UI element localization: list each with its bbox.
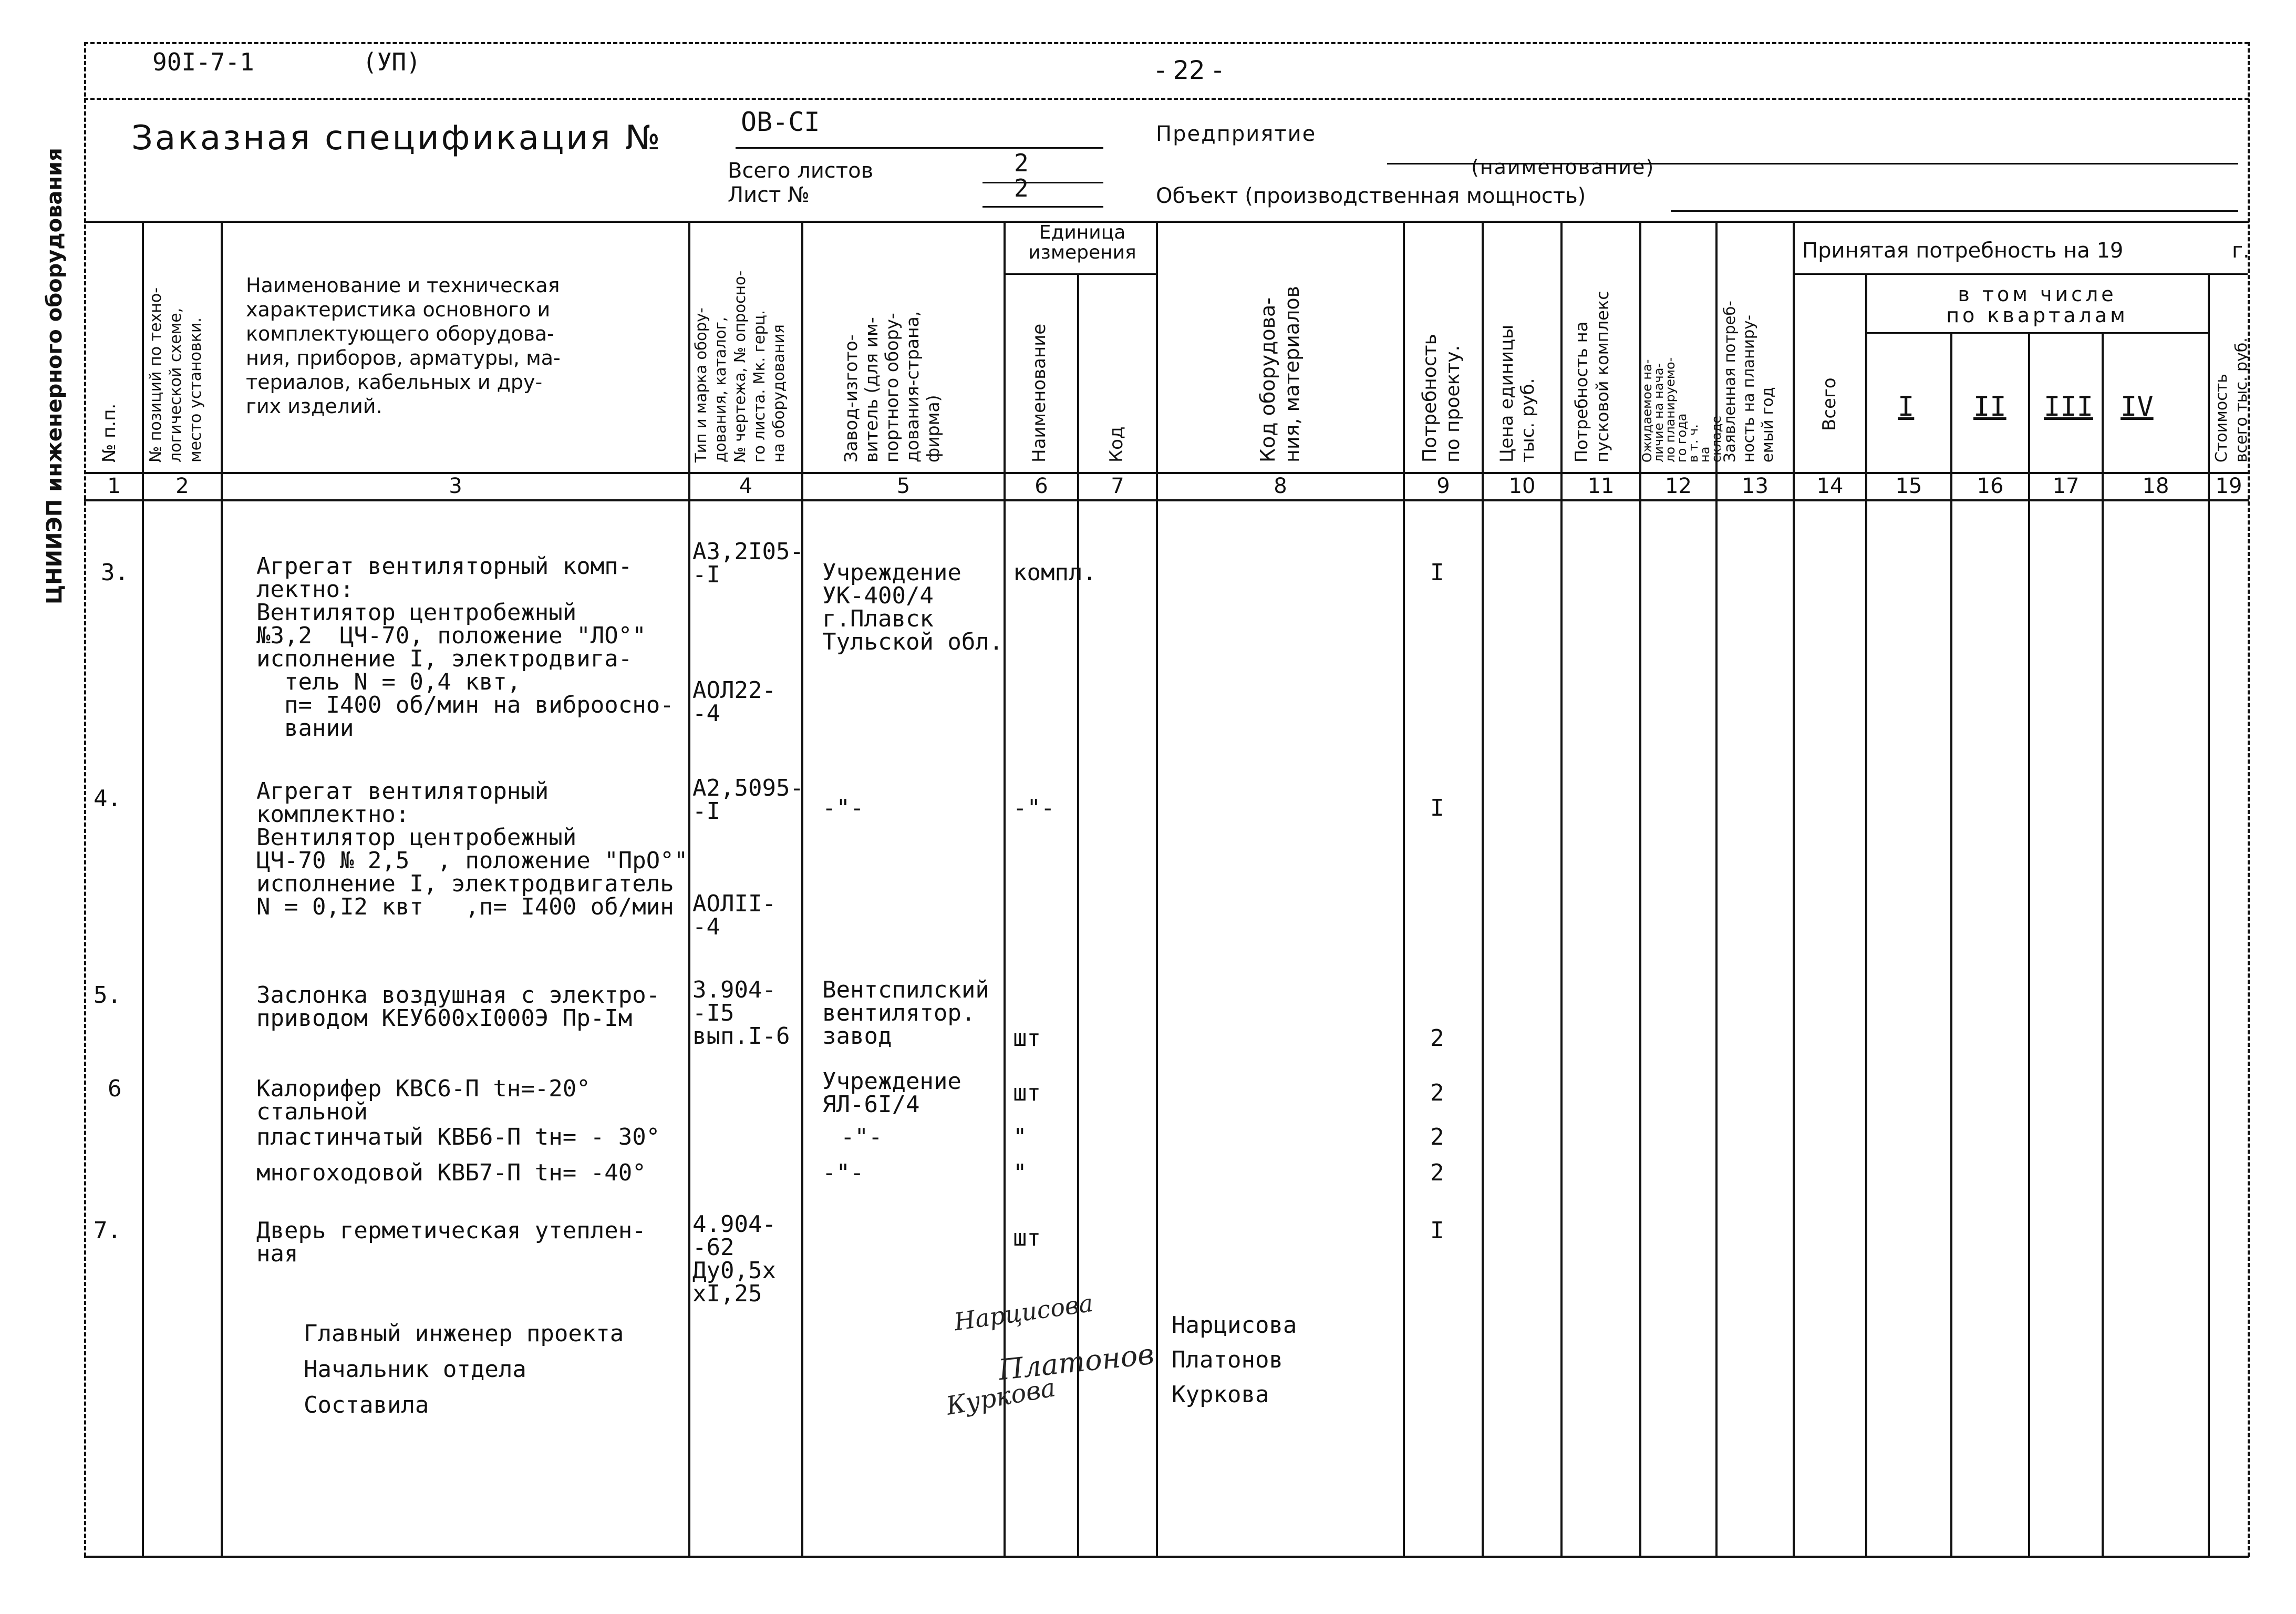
table-top-line — [84, 221, 2249, 223]
header-col16: II — [1973, 391, 2007, 423]
object-underline — [1671, 210, 2238, 212]
row-name: Калорифер КВС6-П tн=-20° стальной — [256, 1075, 591, 1125]
signature-role: Начальник отдела — [304, 1356, 526, 1383]
header-col13: Заявленная потреб- ность на планиру- емый год — [1721, 301, 1776, 462]
header-col7: Код — [1106, 426, 1127, 462]
header-col6: Наименование — [1029, 323, 1050, 462]
header-col9: Потребность по проекту. — [1419, 334, 1464, 462]
row-qty: I — [1430, 1217, 1444, 1244]
row-type: 3.904- -I5 вып.I-6 — [692, 976, 790, 1050]
header-col2: № позиций по техно- логической схеме, место установки. — [147, 287, 205, 462]
header-col1: № п.п. — [99, 403, 120, 462]
top-border — [84, 42, 2249, 44]
unit-group-line — [1004, 273, 1156, 275]
column-number: 13 — [1742, 474, 1768, 498]
spec-number: ОВ-СI — [741, 107, 820, 137]
header-col11: Потребность на пусковой комплекс — [1571, 291, 1612, 462]
accepted-group-line — [1793, 273, 2248, 275]
sheet-no-value: 2 — [1014, 174, 1029, 202]
column-number: 10 — [1508, 474, 1536, 498]
header-col17: III — [2044, 391, 2093, 423]
column-number: 17 — [2052, 474, 2080, 498]
column-number: 18 — [2142, 474, 2169, 498]
column-number: 16 — [1977, 474, 2004, 498]
column-number: 14 — [1816, 474, 1844, 498]
row-number: 5. — [94, 982, 121, 1009]
signatory-name: Платонов — [1172, 1346, 1283, 1373]
object-label: Объект (производственная мощность) — [1156, 184, 1586, 208]
sheet-code: 90I-7-1 — [152, 48, 254, 76]
row-number: 6 — [108, 1075, 122, 1102]
col-divider-1 — [142, 221, 144, 1557]
col-divider-7 — [1156, 221, 1158, 1557]
header-col3: Наименование и техническая характеристика основного и комплектующего оборудова- ния, приборов, арматуры, ма- териалов, кабельных и дру- гих изделий. — [246, 274, 561, 418]
row-maker: -"- — [822, 795, 864, 821]
header-col18: IV — [2121, 391, 2154, 423]
row-number: 7. — [94, 1217, 121, 1244]
header-col5: Завод-изгото- витель (для им- портного обору- дования-страна, фирма) — [841, 311, 943, 462]
col-divider-8 — [1403, 221, 1405, 1557]
col-divider-14 — [1865, 273, 1867, 1557]
signatory-name: Нарцисова — [1172, 1312, 1297, 1339]
row-name: многоходовой КВБ7-П tн= -40° — [256, 1159, 646, 1186]
row-name: пластинчатый КВБ6-П tн= - 30° — [256, 1124, 660, 1150]
row-qty: I — [1430, 559, 1444, 586]
row-type: А3,2I05- -I АОЛ22- -4 — [692, 538, 804, 727]
column-number: 9 — [1436, 474, 1450, 498]
column-number: 6 — [1035, 474, 1048, 498]
row-maker: -"- — [841, 1124, 883, 1150]
column-number: 11 — [1587, 474, 1615, 498]
row-maker: -"- — [822, 1159, 864, 1186]
total-sheets-underline — [982, 182, 1103, 183]
row-unit: " — [1013, 1124, 1027, 1150]
signature-role: Главный инженер проекта — [304, 1320, 624, 1347]
album-code: (УП) — [363, 48, 421, 76]
column-number: 7 — [1111, 474, 1124, 498]
header-separator — [84, 98, 2249, 100]
row-unit: шт — [1013, 1080, 1041, 1106]
header-accepted-year-suffix: г. — [2232, 239, 2250, 263]
row-name: Дверь герметическая утеплен- ная — [256, 1217, 646, 1267]
right-border — [2248, 42, 2250, 1557]
enterprise-hint: (наименование) — [1471, 156, 1655, 179]
left-border — [84, 42, 86, 1557]
col-divider-9 — [1482, 221, 1484, 1557]
column-number: 15 — [1895, 474, 1922, 498]
handwritten-signature: Куркова — [944, 1373, 1058, 1421]
enterprise-label: Предприятие — [1156, 122, 1317, 146]
row-qty: 2 — [1430, 1159, 1444, 1186]
column-number: 3 — [449, 474, 462, 498]
col-divider-3 — [688, 221, 690, 1557]
col-divider-13 — [1793, 221, 1795, 1557]
col-divider-2 — [221, 221, 223, 1557]
col-divider-10 — [1560, 221, 1563, 1557]
row-type: 4.904- -62 Ду0,5х хI,25 — [692, 1211, 776, 1307]
row-qty: I — [1430, 795, 1444, 821]
row-unit: компл. — [1013, 559, 1097, 586]
row-unit: " — [1013, 1159, 1027, 1186]
spec-number-underline — [736, 147, 1103, 149]
page-number: - 22 - — [1156, 56, 1223, 85]
row-qty: 2 — [1430, 1080, 1444, 1106]
bottom-border — [84, 1556, 2249, 1558]
row-name: Заслонка воздушная с электро- приводом КЕУ600хI000Э Пр-Iм — [256, 982, 660, 1032]
header-col14: Всего — [1819, 377, 1840, 431]
col-divider-17 — [2102, 332, 2104, 1557]
row-unit: шт — [1013, 1025, 1041, 1052]
row-qty: 2 — [1430, 1025, 1444, 1052]
total-sheets-value: 2 — [1014, 149, 1029, 177]
col-divider-15 — [1950, 332, 1952, 1557]
signatory-name: Куркова — [1172, 1381, 1269, 1408]
column-number: 12 — [1665, 474, 1692, 498]
row-name: Агрегат вентиляторный комп- лектно: Вентилятор центробежный №3,2 ЦЧ-70, положение "ЛО°" исполнение I, электродвига- тель N = 0,4 квт, п= I400 об/мин на виброосно- вании — [256, 553, 674, 742]
total-sheets-label: Всего листов — [728, 159, 874, 183]
sheet-no-label: Лист № — [728, 183, 810, 207]
row-name: Агрегат вентиляторный комплектно: Вентилятор центробежный ЦЧ-70 № 2,5 , положение "ПрО°" исполнение I, электродвигатель N = 0,I2 квт ,п= I400 об/мин — [256, 778, 688, 920]
handwritten-signature: Платонов — [997, 1337, 1156, 1387]
header-col4: Тип и марка обору- дования, каталог, № чертежа, № опросно- го листа. Мк. герц. на оборудования — [692, 270, 788, 462]
column-number: 19 — [2215, 474, 2242, 498]
column-number: 8 — [1274, 474, 1287, 498]
header-col10: Цена единицы тыс. руб. — [1496, 324, 1538, 462]
header-col15: I — [1898, 391, 1915, 423]
column-number: 2 — [175, 474, 189, 498]
column-number: 4 — [739, 474, 753, 498]
header-unit-group: Единица измерения — [1028, 222, 1136, 263]
column-number: 5 — [896, 474, 911, 498]
side-organization-label: ЦНИИЭП инженерного оборудования — [43, 148, 67, 604]
row-maker: Учреждение ЯЛ-6I/4 — [822, 1068, 961, 1118]
spec-title: Заказная спецификация № — [131, 119, 663, 158]
header-col8: Код оборудова- ния, материалов — [1256, 285, 1304, 462]
quarters-group-line — [1865, 332, 2208, 334]
header-col19: Стоимость всего тыс. руб. — [2212, 337, 2251, 462]
row-maker: Вентспилский вентилятор. завод — [822, 976, 989, 1050]
row-maker: Учреждение УК-400/4 г.Плавск Тульской обл. — [822, 559, 1004, 655]
column-number-bottom-line — [84, 499, 2249, 501]
sheet-no-underline — [982, 206, 1103, 208]
row-number: 3. — [101, 559, 129, 586]
signature-role: Составила — [304, 1392, 429, 1418]
header-accepted-group: Принятая потребность на 19 — [1802, 239, 2124, 263]
col-divider-16 — [2028, 332, 2030, 1557]
row-unit: шт — [1013, 1225, 1041, 1251]
header-quarters-group: в том числе по кварталам — [1946, 283, 2128, 327]
header-col12: Ожидаемое на- личие на нача- ло планируемо- го года в т. ч. на складе — [1640, 357, 1724, 462]
row-number: 4. — [94, 785, 121, 812]
col-divider-18 — [2208, 273, 2210, 1557]
column-number: 1 — [107, 474, 121, 498]
row-type: А2,5095- -I АОЛII- -4 — [692, 775, 804, 940]
row-unit: -"- — [1013, 795, 1055, 821]
row-qty: 2 — [1430, 1124, 1444, 1150]
handwritten-signature: Нарцисова — [952, 1288, 1095, 1337]
